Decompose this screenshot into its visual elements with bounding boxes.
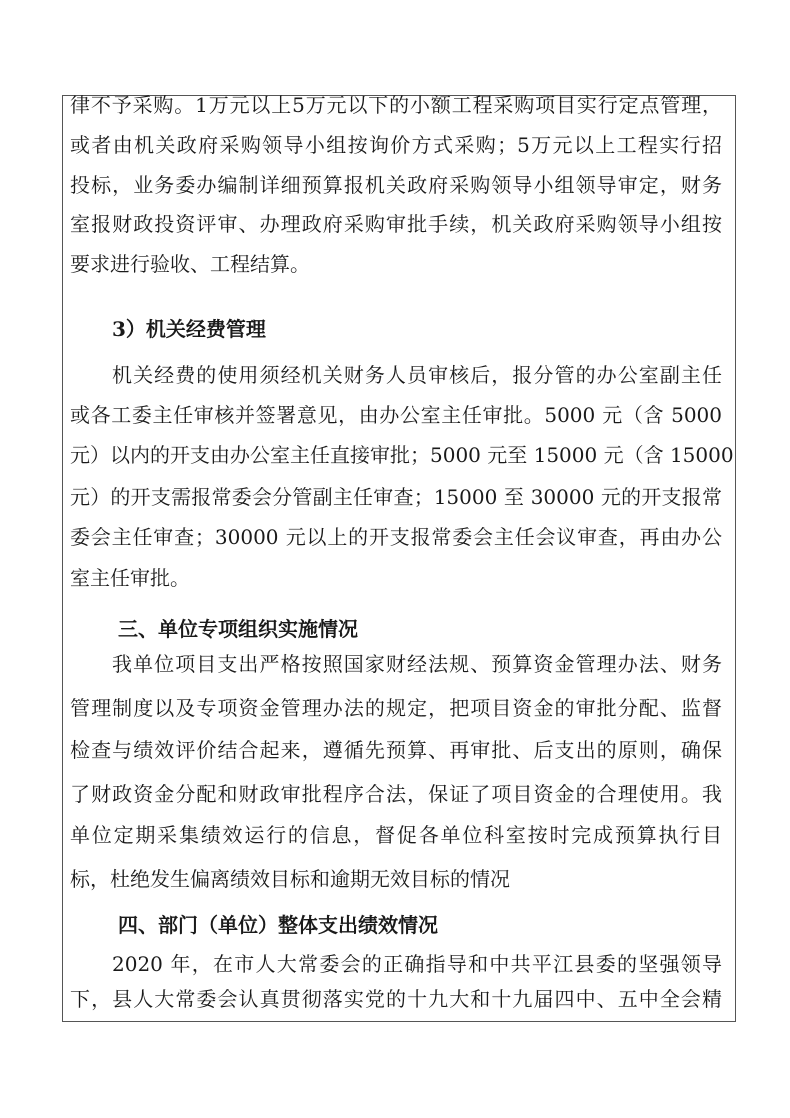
subheading: 3）机关经费管理 <box>112 317 266 341</box>
text-line: 我单位项目支出严格按照国家财经法规、预算资金管理办法、财务 <box>112 652 722 676</box>
section-heading: 三、单位专项组织实施情况 <box>118 617 358 641</box>
text-line: 律不予采购。1万元以上5万元以下的小额工程采购项目实行定点管理， <box>70 93 722 117</box>
text-line: 管理制度以及专项资金管理办法的规定，把项目资金的审批分配、监督 <box>70 696 722 720</box>
text-line: 委会主任审查；30000 元以上的开支报常委会主任会议审查，再由办公 <box>70 525 722 549</box>
text-line: 元）的开支需报常委会分管副主任审查；15000 至 30000 元的开支报常 <box>70 485 722 509</box>
text-line: 或各工委主任审核并签署意见，由办公室主任审批。5000 元（含 5000 <box>70 403 722 427</box>
text-line: 元）以内的开支由办公室主任直接审批；5000 元至 15000 元（含 15000 <box>70 443 734 467</box>
text-line: 下，县人大常委会认真贯彻落实党的十九大和十九届四中、五中全会精 <box>70 987 722 1011</box>
text-line: 机关经费的使用须经机关财务人员审核后，报分管的办公室副主任 <box>112 363 722 387</box>
text-line: 单位定期采集绩效运行的信息，督促各单位科室按时完成预算执行目 <box>70 823 722 847</box>
text-line: 2020 年，在市人大常委会的正确指导和中共平江县委的坚强领导 <box>112 952 722 976</box>
text-line: 检查与绩效评价结合起来，遵循先预算、再审批、后支出的原则，确保 <box>70 738 722 762</box>
text-line: 投标，业务委办编制详细预算报机关政府采购领导小组领导审定，财务 <box>70 173 722 197</box>
text-line: 标，杜绝发生偏离绩效目标和逾期无效目标的情况 <box>70 867 510 891</box>
text-line: 了财政资金分配和财政审批程序合法，保证了项目资金的合理使用。我 <box>70 782 722 806</box>
text-line: 或者由机关政府采购领导小组按询价方式采购；5万元以上工程实行招 <box>70 133 722 157</box>
section-heading: 四、部门（单位）整体支出绩效情况 <box>118 913 438 937</box>
text-line: 室主任审批。 <box>70 566 190 590</box>
text-line: 要求进行验收、工程结算。 <box>70 252 310 276</box>
text-line: 室报财政投资评审、办理政府采购审批手续，机关政府采购领导小组按 <box>70 212 722 236</box>
